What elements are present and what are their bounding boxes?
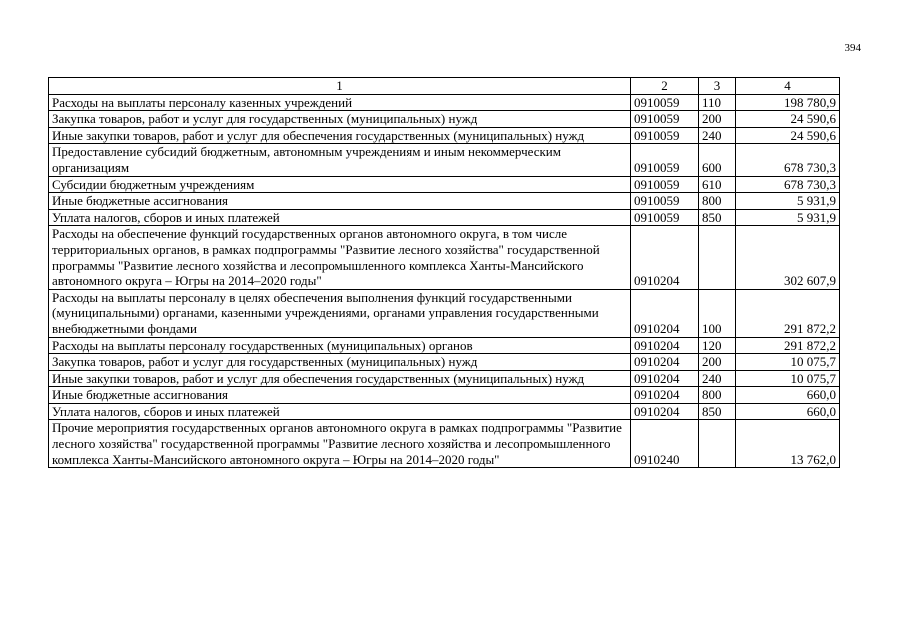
table-row (49, 144, 840, 176)
row-type: 200 (699, 354, 736, 371)
row-type: 600 (699, 144, 736, 176)
table-row (49, 370, 840, 387)
row-code: 0910204 (631, 387, 699, 404)
table-row (49, 209, 840, 226)
header-row (49, 78, 840, 95)
row-name: Субсидии бюджетным учреждениям (49, 176, 631, 193)
row-amount: 198 780,9 (736, 94, 840, 111)
row-code: 0910059 (631, 144, 699, 176)
row-type: 120 (699, 337, 736, 354)
row-name: Расходы на выплаты персоналу казенных учреждений (49, 94, 631, 111)
row-name: Уплата налогов, сборов и иных платежей (49, 403, 631, 420)
row-amount: 10 075,7 (736, 370, 840, 387)
row-type: 850 (699, 209, 736, 226)
row-code: 0910204 (631, 289, 699, 337)
budget-table (48, 77, 840, 468)
row-amount: 24 590,6 (736, 127, 840, 144)
row-type: 100 (699, 289, 736, 337)
table-row (49, 420, 840, 468)
table-row (49, 111, 840, 128)
row-name: Иные закупки товаров, работ и услуг для обеспечения государственных (муниципальных) нужд (49, 127, 631, 144)
row-code: 0910204 (631, 354, 699, 371)
row-name: Закупка товаров, работ и услуг для государственных (муниципальных) нужд (49, 354, 631, 371)
table-row (49, 94, 840, 111)
row-code: 0910204 (631, 403, 699, 420)
row-amount: 10 075,7 (736, 354, 840, 371)
table-body (49, 94, 840, 468)
row-type (699, 420, 736, 468)
row-name: Предоставление субсидий бюджетным, автономным учреждениям и иным некоммерческим организациям (49, 144, 631, 176)
row-amount: 678 730,3 (736, 144, 840, 176)
row-code: 0910059 (631, 94, 699, 111)
row-name: Расходы на обеспечение функций государственных органов автономного округа, в том числе территориальных органов, в рамках подпрограммы "Развитие лесного хозяйства" государственной программы "Развитие лесного хозяйства и лесопромышленного комплекса Ханты-Мансийского автономного округа – Югры на 2014–2020 годы" (49, 226, 631, 289)
row-code: 0910240 (631, 420, 699, 468)
row-type: 800 (699, 387, 736, 404)
header-col-4: 4 (736, 78, 840, 95)
row-amount: 5 931,9 (736, 193, 840, 210)
page-number: 394 (844, 42, 861, 54)
row-amount: 5 931,9 (736, 209, 840, 226)
row-name: Иные бюджетные ассигнования (49, 193, 631, 210)
row-amount: 13 762,0 (736, 420, 840, 468)
row-code: 0910204 (631, 337, 699, 354)
table-row (49, 387, 840, 404)
row-code: 0910059 (631, 127, 699, 144)
header-col-3: 3 (699, 78, 736, 95)
row-amount: 24 590,6 (736, 111, 840, 128)
row-amount: 678 730,3 (736, 176, 840, 193)
table-row (49, 403, 840, 420)
row-type: 800 (699, 193, 736, 210)
row-amount: 302 607,9 (736, 226, 840, 289)
table-row (49, 337, 840, 354)
table-row (49, 176, 840, 193)
row-type: 200 (699, 111, 736, 128)
row-name: Иные закупки товаров, работ и услуг для обеспечения государственных (муниципальных) нужд (49, 370, 631, 387)
row-amount: 291 872,2 (736, 289, 840, 337)
table-row (49, 226, 840, 289)
row-name: Иные бюджетные ассигнования (49, 387, 631, 404)
header-col-1: 1 (49, 78, 631, 95)
row-name: Прочие мероприятия государственных органов автономного округа в рамках подпрограммы "Развитие лесного хозяйства" государственной программы "Развитие лесного хозяйства и лесопромышленного комплекса Ханты-Мансийского автономного округа – Югры на 2014–2020 годы" (49, 420, 631, 468)
row-code: 0910059 (631, 193, 699, 210)
row-name: Расходы на выплаты персоналу в целях обеспечения выполнения функций государственными (муниципальными) органами, казенными учреждениями, органами управления государственными внебюджетными фондами (49, 289, 631, 337)
row-amount: 291 872,2 (736, 337, 840, 354)
header-col-2: 2 (631, 78, 699, 95)
row-type: 850 (699, 403, 736, 420)
row-name: Расходы на выплаты персоналу государственных (муниципальных) органов (49, 337, 631, 354)
table-row (49, 354, 840, 371)
table-row (49, 127, 840, 144)
row-amount: 660,0 (736, 387, 840, 404)
row-amount: 660,0 (736, 403, 840, 420)
row-type: 610 (699, 176, 736, 193)
row-code: 0910204 (631, 370, 699, 387)
row-type: 240 (699, 370, 736, 387)
table-row (49, 193, 840, 210)
table-row (49, 289, 840, 337)
row-type (699, 226, 736, 289)
row-name: Уплата налогов, сборов и иных платежей (49, 209, 631, 226)
row-name: Закупка товаров, работ и услуг для государственных (муниципальных) нужд (49, 111, 631, 128)
row-code: 0910059 (631, 209, 699, 226)
row-type: 240 (699, 127, 736, 144)
row-code: 0910059 (631, 176, 699, 193)
row-type: 110 (699, 94, 736, 111)
row-code: 0910204 (631, 226, 699, 289)
row-code: 0910059 (631, 111, 699, 128)
